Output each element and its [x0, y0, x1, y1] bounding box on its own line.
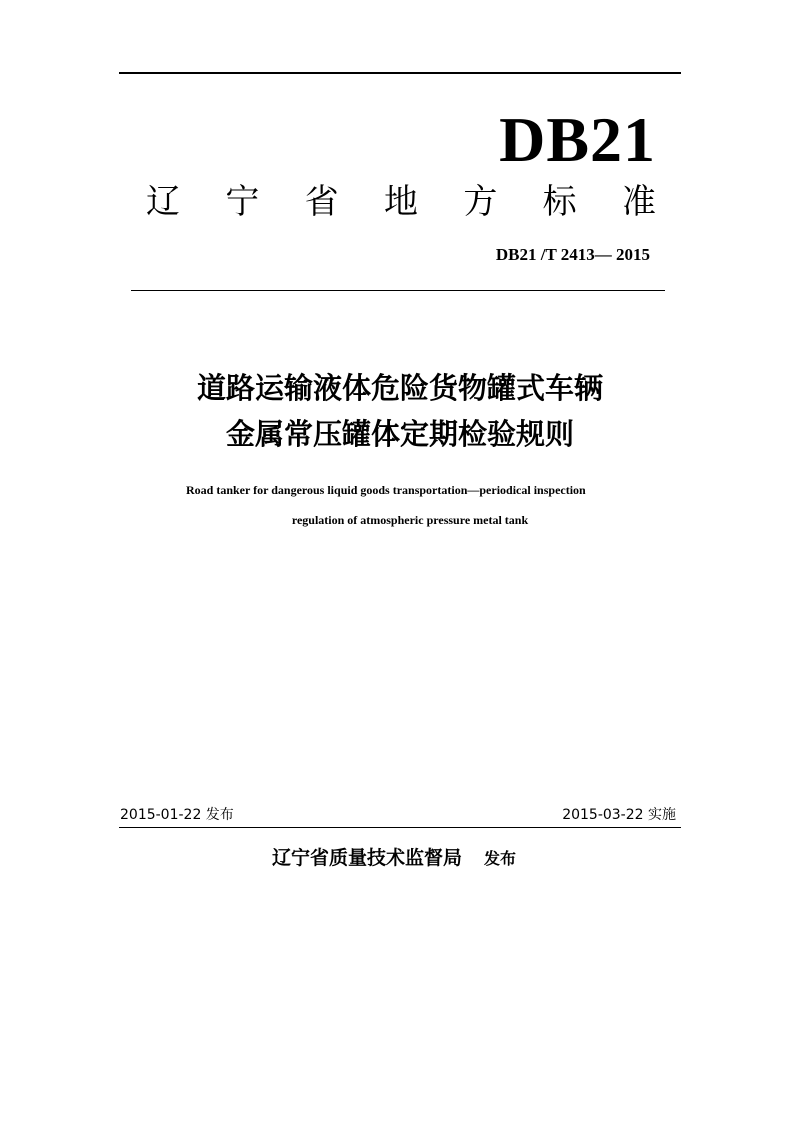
standard-kind-char: 地	[383, 182, 418, 222]
footer-rule	[119, 827, 681, 828]
implement-date: 2015-03-22 实施	[562, 807, 676, 823]
standard-kind-char: 辽	[146, 182, 180, 222]
publisher	[272, 845, 516, 872]
header-rule	[131, 290, 665, 291]
issue-date: 2015-01-22 发布	[120, 807, 234, 823]
standard-number: DB21 /T 2413— 2015	[495, 245, 650, 264]
publisher-action: 发布	[484, 849, 517, 868]
standard-kind-title	[146, 180, 656, 224]
standard-kind-char: 准	[621, 182, 656, 222]
title-cn-line2: 金属常压罐体定期检验规则	[225, 417, 574, 451]
publisher-name: 辽宁省质量技术监督局	[272, 847, 463, 869]
title-en-line1: Road tanker for dangerous liquid goods transportation—periodical inspection	[186, 483, 586, 497]
title-cn-line1: 道路运输液体危险货物罐式车辆	[196, 371, 603, 405]
title-en-line2: regulation of atmospheric pressure metal tank	[291, 513, 529, 527]
top-rule	[119, 72, 681, 74]
standard-kind-char: 宁	[225, 182, 260, 222]
standard-kind-char: 标	[542, 182, 577, 222]
standard-code: DB21	[499, 104, 656, 175]
standard-kind-char: 省	[304, 182, 339, 222]
standard-kind-char: 方	[463, 182, 498, 222]
